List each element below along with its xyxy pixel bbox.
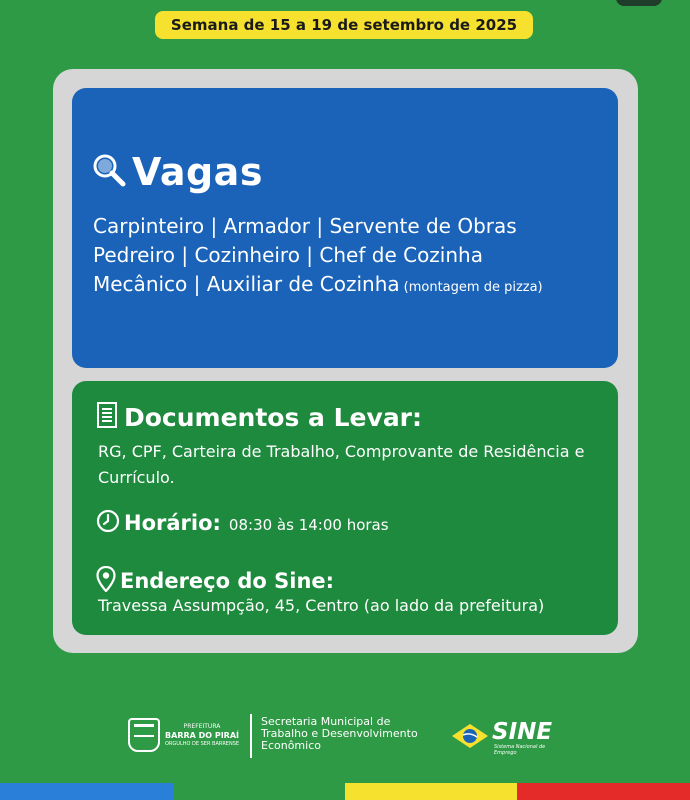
stripe-blue: [0, 783, 173, 800]
footer-logos: [128, 712, 568, 762]
sine-name: SINE: [492, 719, 553, 745]
bottom-color-stripes: [0, 783, 690, 800]
sine-sub: Sistema Nacional de Emprego: [494, 744, 546, 756]
date-pill: [155, 11, 533, 39]
prefeitura-tagline: ORGULHO DE SER BARRENSE: [165, 740, 240, 747]
secretaria-line: Econômico: [261, 739, 321, 752]
prefeitura-small: PREFEITURA: [183, 722, 221, 730]
prefeitura-text: [165, 722, 239, 749]
vagas-title: Vagas: [132, 150, 263, 194]
vagas-line-last: [93, 270, 606, 302]
magnifier-icon: [92, 153, 126, 191]
vagas-line-text: Mecânico | Auxiliar de Cozinha: [93, 272, 400, 296]
vagas-line: Pedreiro | Cozinheiro | Chef de Cozinha: [93, 243, 483, 267]
stripe-red: [517, 783, 690, 800]
documentos-title: Documentos a Levar:: [124, 402, 423, 432]
document-icon: [96, 401, 118, 433]
top-right-tab: [616, 0, 662, 6]
secretaria-line: Secretaria Municipal de: [261, 715, 391, 728]
footer-divider: [250, 714, 252, 758]
prefeitura-logo: [128, 718, 239, 752]
clock-icon: [96, 509, 120, 537]
horario-value: 08:30 às 14:00 horas: [228, 516, 389, 534]
brazil-flag-icon: [450, 721, 490, 755]
documentos-heading: [96, 401, 422, 433]
location-pin-icon: [96, 566, 116, 596]
vagas-heading: [92, 150, 263, 194]
documentos-text: RG, CPF, Carteira de Trabalho, Comprovante de Residência e Currículo.: [98, 442, 585, 487]
vagas-list: [93, 212, 606, 302]
endereco-text: Travessa Assumpção, 45, Centro (ao lado da prefeitura): [98, 596, 545, 615]
vagas-panel: [72, 88, 618, 368]
stripe-green: [173, 783, 345, 800]
endereco-title: Endereço do Sine:: [120, 569, 335, 593]
secretaria-line: Trabalho e Desenvolvimento: [261, 727, 418, 740]
endereco-heading: [96, 566, 334, 596]
horario-heading: [96, 509, 389, 537]
vagas-line: Carpinteiro | Armador | Servente de Obras: [93, 214, 517, 238]
date-text: Semana de 15 a 19 de setembro de 2025: [170, 16, 518, 34]
sine-wordmark: [490, 720, 568, 756]
secretaria-text: [261, 716, 418, 752]
sine-logo: [450, 720, 568, 756]
prefeitura-name: BARRA DO PIRAÍ: [165, 730, 240, 740]
info-panel: [72, 381, 618, 635]
stripe-yellow: [345, 783, 517, 800]
horario-title: Horário:: [124, 511, 221, 535]
crest-icon: [128, 718, 160, 752]
vagas-note: (montagem de pizza): [403, 280, 543, 295]
